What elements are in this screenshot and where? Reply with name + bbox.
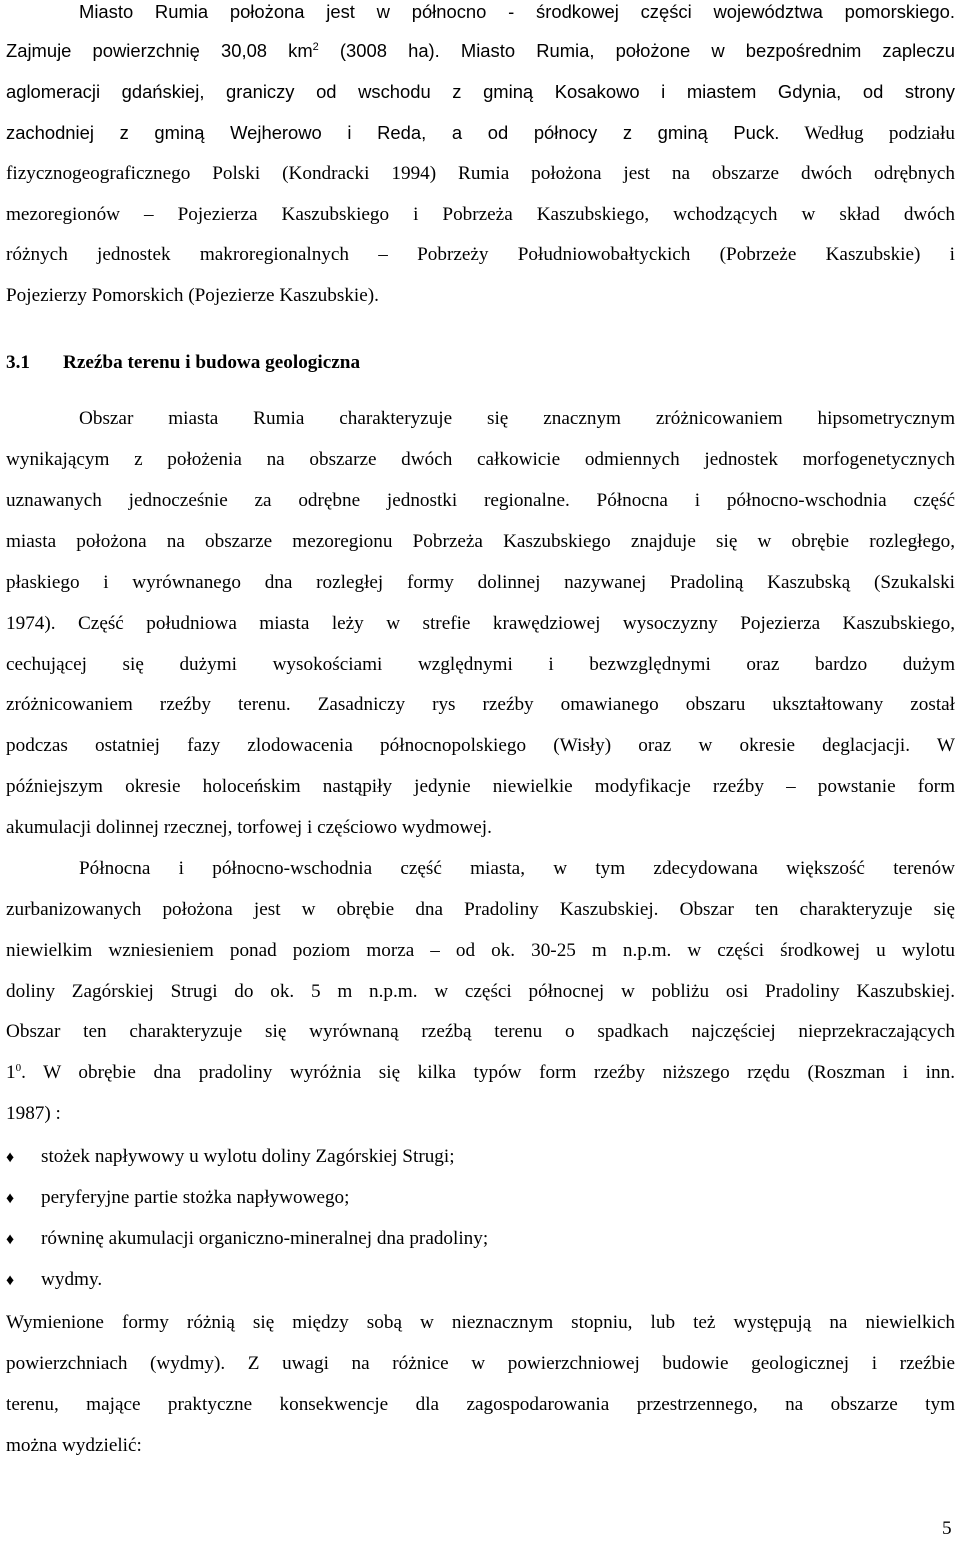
para1-line-2: Zajmuje powierzchnię 30,08 $km^2$ (3008 ha). Miasto Rumia, położone w bezpośrednim zapleczu [6, 40, 955, 61]
para2-line-10: późniejszym okresie holoceńskim nastąpiły jedynie niewielkie modyfikacje rzeźby – powstanie form [6, 776, 955, 797]
list-item: peryferyjne partie stożka napływowego; [41, 1187, 350, 1208]
para2-line-4: miasta położona na obszarze mezoregionu Pobrzeża Kaszubskiego znajduje się w obrębie rozległego, [6, 531, 955, 552]
para4-line-3: terenu, mające praktyczne konsekwencje dla zagospodarowania przestrzennego, na obszarze tym [6, 1394, 955, 1415]
page-number: 5 [942, 1518, 952, 1539]
para1-line-1: Miasto Rumia położona jest w północno - środkowej części województwa pomorskiego. [79, 1, 955, 22]
para3-line-2: zurbanizowanych położona jest w obrębie dna Pradoliny Kaszubskiej. Obszar ten charakteryzuje się [6, 899, 955, 920]
para2-line-8: zróżnicowaniem rzeźby terenu. Zasadniczy rys rzeźby omawianego obszaru ukształtowany został [6, 694, 955, 715]
para1-line-6: mezoregionów – Pojezierza Kaszubskiego i Pobrzeża Kaszubskiego, wchodzących w skład dwóch [6, 204, 955, 225]
para1-line-3: aglomeracji gdańskiej, graniczy od wschodu z gminą Kosakowo i miastem Gdynia, od strony [6, 81, 955, 102]
para2-line-11: akumulacji dolinnej rzecznej, torfowej i częściowo wydmowej. [6, 817, 492, 838]
para1-line-4: zachodniej z gminą Wejherowo i Reda, a od północy z gminą Puck. Według podziału [6, 122, 955, 144]
para2-line-7: cechującej się dużymi wysokościami względnymi i bezwzględnymi oraz bardzo dużym [6, 654, 955, 675]
para3-line-7: 1987) : [6, 1103, 61, 1124]
para3-line-6: $1^0$. W obrębie dna pradoliny wyróżnia się kilka typów form rzeźby niższego rzędu (Roszman i inn. [6, 1062, 955, 1083]
section-heading: 3.1 Rzeźba terenu i budowa geologiczna [6, 352, 361, 373]
para2-line-6: 1974). Część południowa miasta leży w strefie krawędziowej wysoczyzny Pojezierza Kaszubskiego, [6, 613, 955, 634]
para2-line-2: wynikającym z położenia na obszarze dwóch całkowicie odmiennych jednostek morfogenetycznych [6, 449, 955, 470]
para4-line-1: Wymienione formy różnią się między sobą w nieznacznym stopniu, lub też występują na niewielkich [6, 1312, 955, 1333]
para2-line-1: Obszar miasta Rumia charakteryzuje się znacznym zróżnicowaniem hipsometrycznym [79, 408, 955, 429]
para3-line-1: Północna i północno-wschodnia część miasta, w tym zdecydowana większość terenów [79, 858, 955, 879]
para1-line-5: fizycznogeograficznego Polski (Kondracki 1994) Rumia położona jest na obszarze dwóch odrębnych [6, 163, 955, 184]
diamond-bullet-icon: ♦ [6, 1149, 15, 1166]
para2-line-3: uznawanych jednocześnie za odrębne jednostki regionalne. Północna i północno-wschodnia część [6, 490, 955, 511]
para3-line-5: Obszar ten charakteryzuje się wyrównaną rzeźbą terenu o spadkach najczęściej nieprzekraczających [6, 1021, 955, 1042]
list-item: równinę akumulacji organiczno-mineralnej dna pradoliny; [41, 1228, 489, 1249]
para1-line-7: różnych jednostek makroregionalnych – Pobrzeży Południowobałtyckich (Pobrzeże Kaszubskie) i [6, 244, 955, 265]
para4-line-2: powierzchniach (wydmy). Z uwagi na różnice w powierzchniowej budowie geologicznej i rzeźbie [6, 1353, 955, 1374]
list-item: stożek napływowy u wylotu doliny Zagórskiej Strugi; [41, 1146, 455, 1167]
para2-line-5: płaskiego i wyrównanego dna rozległej formy dolinnej nazywanej Pradoliną Kaszubską (Szukalski [6, 572, 955, 593]
diamond-bullet-icon: ♦ [6, 1272, 15, 1289]
para2-line-9: podczas ostatniej fazy zlodowacenia północnopolskiego (Wisły) oraz w okresie deglacjacji. W [6, 735, 955, 756]
diamond-bullet-icon: ♦ [6, 1231, 15, 1248]
list-item: wydmy. [41, 1269, 103, 1290]
para3-line-3: niewielkim wzniesieniem ponad poziom morza – od ok. 30-25 m n.p.m. w części środkowej u wylotu [6, 940, 955, 961]
para3-line-4: doliny Zagórskiej Strugi do ok. 5 m n.p.m. w części północnej w pobliżu osi Pradoliny Kaszubskiej. [6, 981, 955, 1002]
diamond-bullet-icon: ♦ [6, 1190, 15, 1207]
para4-line-4: można wydzielić: [6, 1435, 142, 1456]
para1-line-8: Pojezierzy Pomorskich (Pojezierze Kaszubskie). [6, 285, 379, 306]
